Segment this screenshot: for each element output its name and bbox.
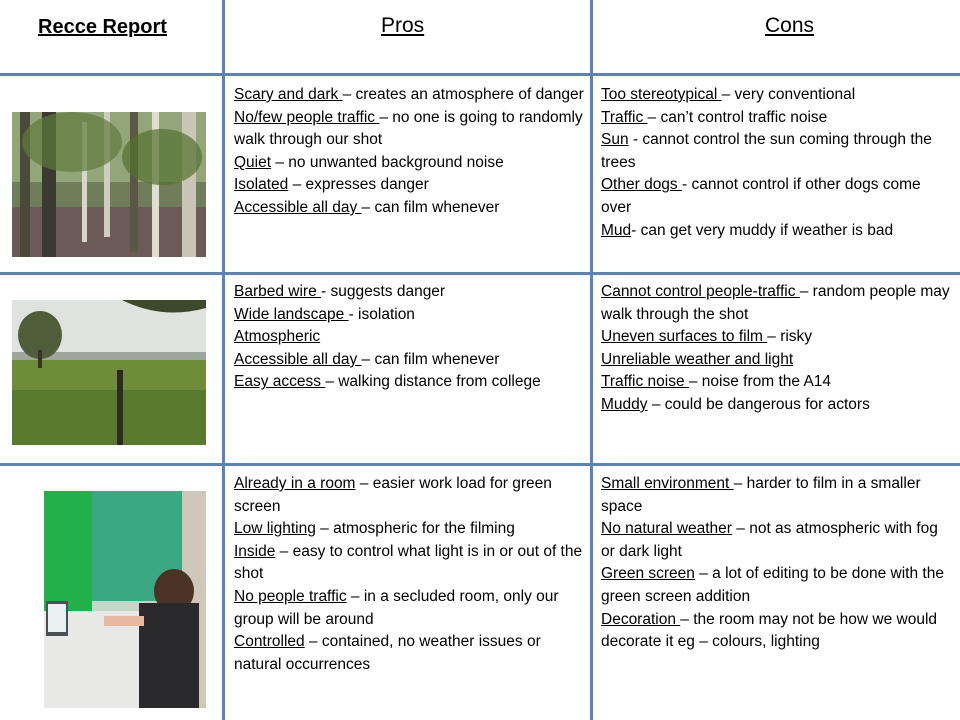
item-detail: – not as atmospheric with fog or dark light — [601, 520, 938, 560]
item-keyword: Atmospheric — [234, 328, 321, 346]
item-keyword: Decoration — [601, 610, 681, 628]
item-keyword: Inside — [234, 542, 276, 560]
row-divider — [0, 73, 960, 76]
item-keyword: Traffic — [601, 108, 648, 126]
item-detail: – easy to control what light is in or out of the shot — [234, 542, 583, 583]
list-item — [601, 394, 953, 417]
list-item — [601, 174, 953, 219]
item-keyword: No natural weather — [601, 520, 732, 538]
item-keyword: Mud — [601, 221, 632, 239]
item-detail: – random people may walk through the shot — [601, 283, 950, 323]
item-keyword: Scary and dark — [234, 86, 343, 103]
list-item — [601, 349, 953, 372]
list-item — [234, 586, 584, 631]
item-keyword: Accessible all day — [234, 350, 362, 368]
list-item — [601, 371, 953, 394]
item-detail: – very conventional — [721, 86, 856, 103]
item-detail: – can film whenever — [361, 350, 500, 368]
item-detail: – the room may not be how we would decorate it eg – colours, lighting — [601, 610, 938, 651]
item-keyword: Already in a room — [234, 475, 356, 492]
list-item — [234, 304, 584, 327]
list-item — [601, 609, 953, 654]
item-detail: - cannot control the sun coming through the trees — [601, 131, 932, 171]
list-item — [601, 281, 953, 326]
cons-cell-row2 — [601, 281, 953, 417]
cons-header: Cons — [765, 14, 815, 37]
item-detail: – creates an atmosphere of danger — [342, 86, 584, 103]
item-detail: – in a secluded room, only our group will be around — [234, 587, 559, 628]
item-keyword: Other dogs — [601, 176, 682, 194]
item-detail: – a lot of editing to be done with the green screen addition — [601, 565, 944, 605]
list-item — [234, 541, 584, 586]
row-divider — [0, 272, 960, 275]
item-detail: – easier work load for green screen — [234, 475, 552, 515]
item-keyword: Green screen — [601, 565, 695, 583]
item-detail: – no unwanted background noise — [271, 153, 504, 171]
list-item — [234, 473, 584, 518]
item-detail: – no one is going to randomly walk through our shot — [234, 108, 583, 149]
item-detail: - cannot control if other dogs come over — [601, 176, 921, 216]
item-keyword: Sun — [601, 131, 629, 149]
list-item — [601, 220, 953, 243]
list-item — [234, 326, 584, 349]
item-detail: – risky — [767, 328, 813, 346]
item-keyword: Wide landscape — [234, 305, 349, 323]
item-keyword: Cannot control people-traffic — [601, 283, 800, 300]
list-item — [601, 518, 953, 563]
pros-cell-row3 — [234, 473, 584, 676]
item-detail: – could be dangerous for actors — [647, 395, 870, 413]
list-item — [601, 473, 953, 518]
item-keyword: Accessible all day — [234, 198, 362, 216]
list-item — [601, 107, 953, 130]
pros-cell-row1 — [234, 84, 584, 220]
list-item — [234, 84, 584, 107]
cons-cell-row3 — [601, 473, 953, 654]
item-detail: – harder to film in a smaller space — [601, 475, 921, 515]
list-item — [234, 371, 584, 394]
cons-cell-row1 — [601, 84, 953, 242]
item-detail: – can film whenever — [361, 198, 500, 216]
item-detail: - isolation — [348, 305, 415, 323]
column-divider — [590, 0, 593, 720]
item-keyword: Uneven surfaces to film — [601, 328, 768, 346]
list-item — [234, 631, 584, 676]
list-item — [234, 107, 584, 152]
item-keyword: Traffic noise — [601, 373, 689, 391]
item-detail: - can get very muddy if weather is bad — [631, 221, 894, 239]
list-item — [601, 563, 953, 608]
item-detail: – expresses danger — [288, 176, 429, 194]
item-keyword: Controlled — [234, 633, 305, 651]
item-detail: – atmospheric for the filming — [315, 520, 515, 538]
row-divider — [0, 463, 960, 466]
field-photo — [12, 300, 206, 445]
item-detail: – walking distance from college — [325, 373, 541, 391]
item-keyword: Unreliable weather and light — [601, 350, 794, 368]
list-item — [601, 129, 953, 174]
list-item — [234, 518, 584, 541]
item-keyword: No/few people traffic — [234, 108, 380, 126]
list-item — [601, 326, 953, 349]
item-keyword: Muddy — [601, 395, 648, 413]
item-keyword: Easy access — [234, 373, 326, 391]
item-detail: – contained, no weather issues or natural occurrences — [234, 633, 541, 673]
item-keyword: Barbed wire — [234, 283, 322, 300]
item-detail: - suggests danger — [321, 283, 446, 300]
list-item — [234, 281, 584, 304]
item-keyword: No people traffic — [234, 587, 347, 605]
list-item — [234, 197, 584, 220]
item-detail: – can’t control traffic noise — [647, 108, 828, 126]
room-photo — [44, 491, 206, 708]
item-keyword: Low lighting — [234, 520, 316, 538]
item-keyword: Small environment — [601, 475, 734, 492]
list-item — [234, 174, 584, 197]
pros-header: Pros — [381, 14, 425, 37]
list-item — [234, 349, 584, 372]
item-detail: – noise from the A14 — [688, 373, 832, 391]
list-item — [234, 152, 584, 175]
report-title: Recce Report — [38, 16, 167, 38]
item-keyword: Isolated — [234, 176, 289, 194]
item-keyword: Quiet — [234, 153, 272, 171]
column-divider — [222, 0, 225, 720]
item-keyword: Too stereotypical — [601, 86, 722, 103]
pros-cell-row2 — [234, 281, 584, 394]
list-item — [601, 84, 953, 107]
woodland-photo — [12, 112, 206, 257]
